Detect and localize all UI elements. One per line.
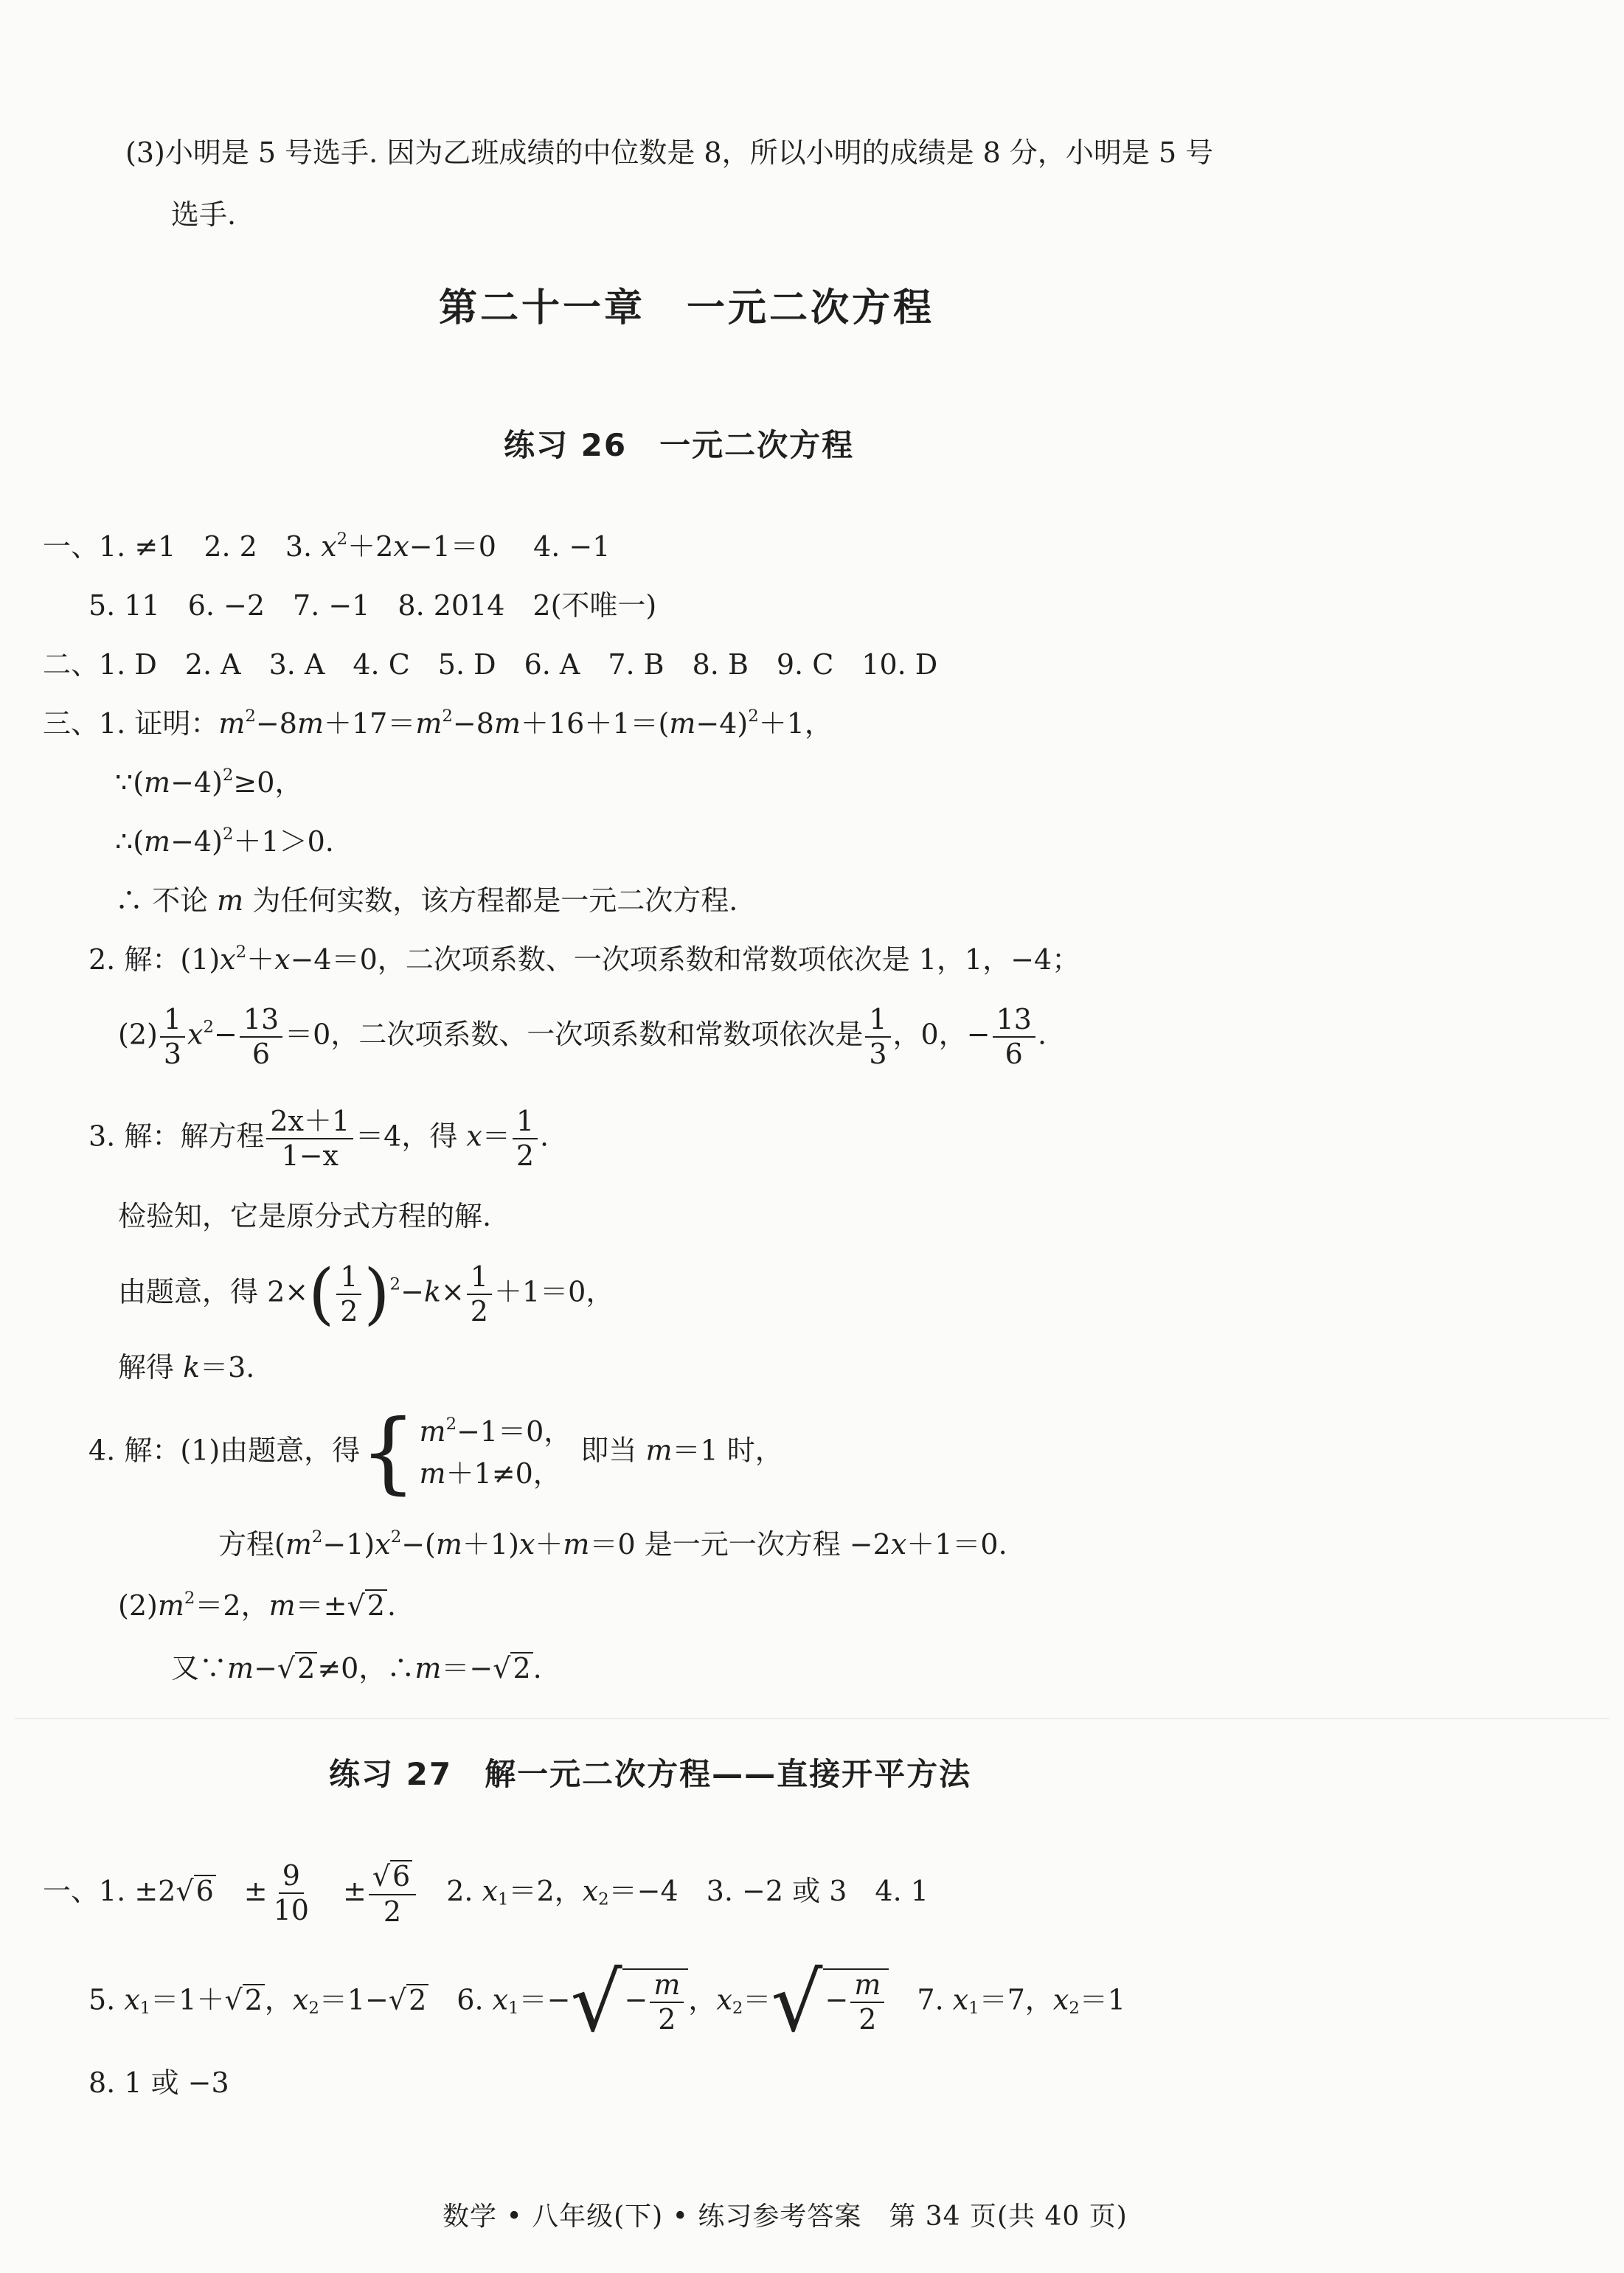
ex27-q8: 8. 1 或 −3 — [89, 2066, 229, 2099]
page-footer: 数学 • 八年级(下) • 练习参考答案 第 34 页(共 40 页) — [443, 2201, 1128, 2232]
ex26-q4-part3: 又∵m−√2≠0，∴m＝−√2. — [171, 1652, 542, 1684]
ex27-part1-line2: 5. $x_1=1+√2$，$x_2=1-√2$ 6. $x_1=-√-$ $\frac{m}{2}$ ，$x_2=√-$ $\frac{m}{2}$ 7. $x_1=7$，$x_2=1$ — [89, 1955, 1126, 2050]
ex26-q2-part1: 2. 解：$(1)x^2+x-4=0$，二次项系数、一次项系数和常数项依次是 1，1，−4； — [89, 943, 1080, 976]
ex26-part1-line1: 一、1. ≠1 2. 2 3. $x^2+2x-1=0$ 4. −1 — [43, 530, 611, 563]
ex26-q1-conclusion: ∴ 不论 m 为任何实数，该方程都是一元二次方程. — [115, 884, 738, 917]
ex26-q1-because: $\because(m-4)^2\ge 0$， — [115, 766, 303, 799]
ex26-q1-therefore: $\therefore(m-4)^2+1>0$. — [115, 825, 334, 858]
ex26-q3-substitute: 由题意，得 2×( $\frac{1}{2}$ )$^2$−k× $\frac{1}{2}$ ＋1＝0， — [118, 1255, 614, 1333]
ex26-part2: 二、1. D 2. A 3. A 4. C 5. D 6. A 7. B 8. B 9. C 10. D — [43, 648, 938, 681]
exercise-27-title: 练习 27 解一元二次方程——直接开平方法 — [329, 1756, 972, 1792]
ex26-q4-part1: 4. 解：(1)由题意，得 { $m^2-1=0$， m＋1≠0， 即当 m＝1 时， — [89, 1401, 783, 1504]
ex26-part1-line2: 5. 11 6. −2 7. −1 8. 2014 2(不唯一) — [89, 589, 657, 622]
ex26-q1-proof: 三、1. 证明：$m^2-8m+17=m^2-8m+16+1=(m-4)^2+1$， — [43, 707, 833, 740]
ex26-q3-check: 检验知，它是原分式方程的解. — [118, 1200, 492, 1232]
top-line-1: (3)小明是 5 号选手. 因为乙班成绩的中位数是 8，所以小明的成绩是 8 分，小明是 5 号 — [125, 136, 1214, 169]
exercise-26-title: 练习 26 一元二次方程 — [504, 427, 855, 463]
ex26-q2-part2: (2) $\frac{1}{3}$ $x^2-$ $\frac{13}{6}$ ＝0，二次项系数、一次项系数和常数项依次是 $\frac{1}{3}$ ，0，− $\frac{13}{6}$ . — [118, 1003, 1047, 1071]
chapter-title: 第二十一章 一元二次方程 — [439, 286, 935, 330]
ex26-q4-part2: $(2)m^2=2$，m＝±√2. — [118, 1589, 396, 1622]
separator-line — [15, 1718, 1609, 1719]
top-line-2: 选手. — [171, 198, 237, 231]
ex27-part1-line1: 一、1. ±2√6 ± $\frac{9}{10}$ ± $\frac{√6}{2}$ 2. $x_1=2$，$x_2=-4$ 3. −2 或 3 4. 1 — [43, 1859, 929, 1928]
ex26-q3-solve: 3. 解：解方程 $\frac{2x+1}{1-x}$ ＝4，得 x＝ $\frac{1}{2}$ . — [89, 1105, 549, 1173]
ex26-q3-result: 解得 k＝3. — [118, 1351, 255, 1384]
ex26-q4-equation: 方程$(m^2-1)x^2-(m+1)x+m=0$ 是一元一次方程 −2x＋1＝0. — [218, 1527, 1007, 1561]
